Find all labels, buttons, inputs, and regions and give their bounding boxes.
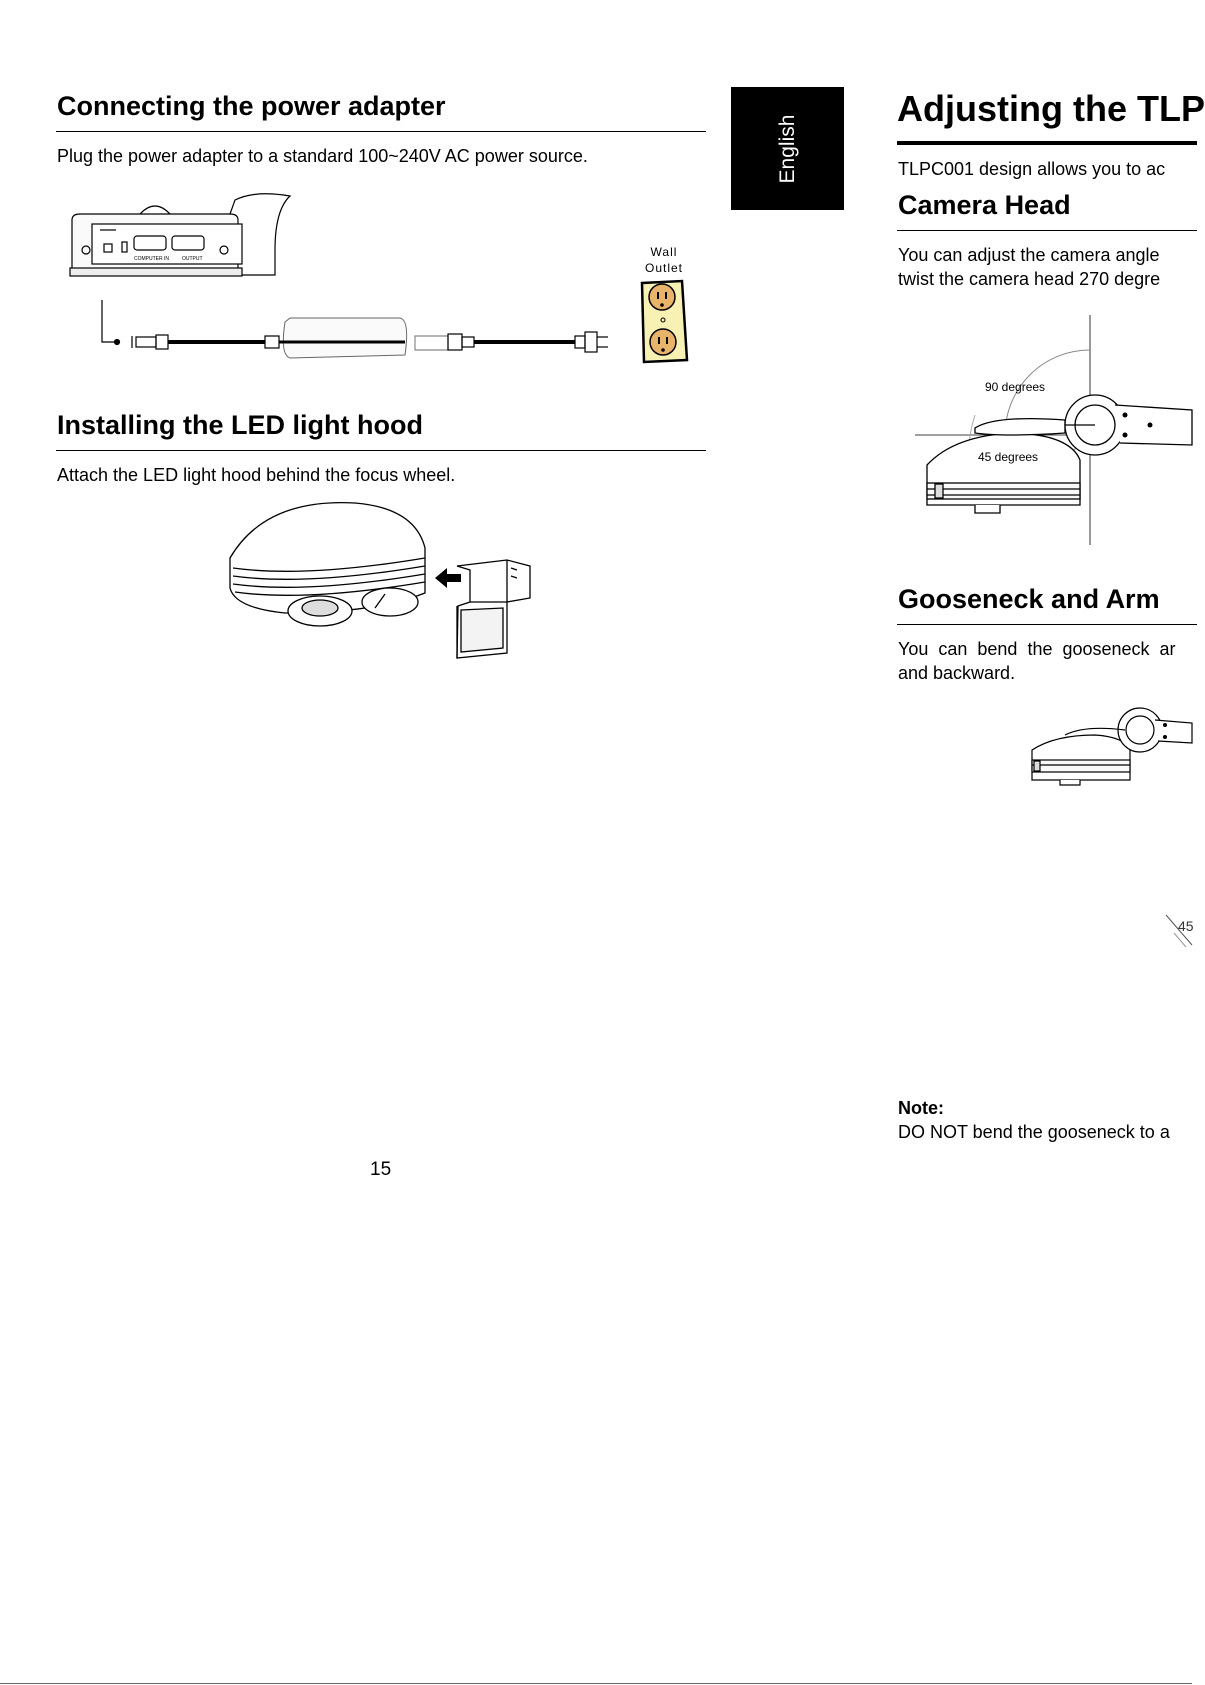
power-adapter-text: Plug the power adapter to a standard 100~240V AC power source. bbox=[57, 146, 588, 166]
wall-outlet-label-line2: Outlet bbox=[644, 261, 684, 275]
heading-rule bbox=[56, 131, 706, 132]
angle-45-label: 45 degrees bbox=[978, 450, 1039, 464]
ac-cord-icon bbox=[415, 332, 608, 352]
page-bottom-edge bbox=[0, 1683, 1192, 1684]
camera-head-text-line2: twist the camera head 270 degre bbox=[898, 269, 1161, 289]
note-label: Note: bbox=[898, 1098, 944, 1118]
camera-head-illustration bbox=[915, 315, 1192, 550]
led-hood-heading: Installing the LED light hood bbox=[57, 410, 423, 440]
gooseneck-illustration bbox=[1025, 705, 1192, 795]
gooseneck-angle-fragment bbox=[1160, 905, 1192, 955]
gooseneck-heading: Gooseneck and Arm bbox=[898, 584, 1160, 614]
computer-in-port-label: COMPUTER IN bbox=[134, 256, 169, 262]
heading-rule bbox=[897, 624, 1197, 625]
camera-head-heading: Camera Head bbox=[898, 190, 1071, 220]
language-tab bbox=[731, 87, 844, 210]
led-hood-text: Attach the LED light hood behind the focus wheel. bbox=[57, 465, 456, 485]
note-text: DO NOT bend the gooseneck to a bbox=[898, 1122, 1170, 1142]
page-number: 15 bbox=[370, 1159, 392, 1180]
led-hood-icon bbox=[457, 560, 530, 658]
output-port-label: OUTPUT bbox=[182, 256, 203, 262]
dc-cable-icon bbox=[102, 300, 279, 349]
main-title: Adjusting the TLP bbox=[897, 88, 1205, 129]
heading-rule bbox=[56, 450, 706, 451]
gooseneck-angle-label: 45 bbox=[1178, 918, 1194, 934]
title-rule bbox=[897, 141, 1197, 145]
wall-outlet-icon bbox=[642, 281, 687, 362]
language-tab-label: English bbox=[775, 114, 799, 183]
gooseneck-text-line1: You can bend the gooseneck ar bbox=[898, 639, 1176, 659]
power-adapter-illustration bbox=[60, 190, 700, 365]
wall-outlet-label-line1: Wall bbox=[650, 245, 678, 259]
power-adapter-heading: Connecting the power adapter bbox=[57, 91, 446, 121]
adapter-brick-icon bbox=[279, 318, 407, 358]
arrow-left-icon bbox=[435, 568, 461, 588]
heading-rule bbox=[897, 230, 1197, 231]
angle-90-label: 90 degrees bbox=[985, 380, 1046, 394]
camera-rear-icon bbox=[70, 194, 290, 276]
camera-head-text-line1: You can adjust the camera angle bbox=[898, 245, 1160, 265]
intro-text: TLPC001 design allows you to ac bbox=[898, 159, 1166, 179]
led-hood-illustration bbox=[225, 498, 535, 663]
gooseneck-text-line2: and backward. bbox=[898, 663, 1016, 683]
